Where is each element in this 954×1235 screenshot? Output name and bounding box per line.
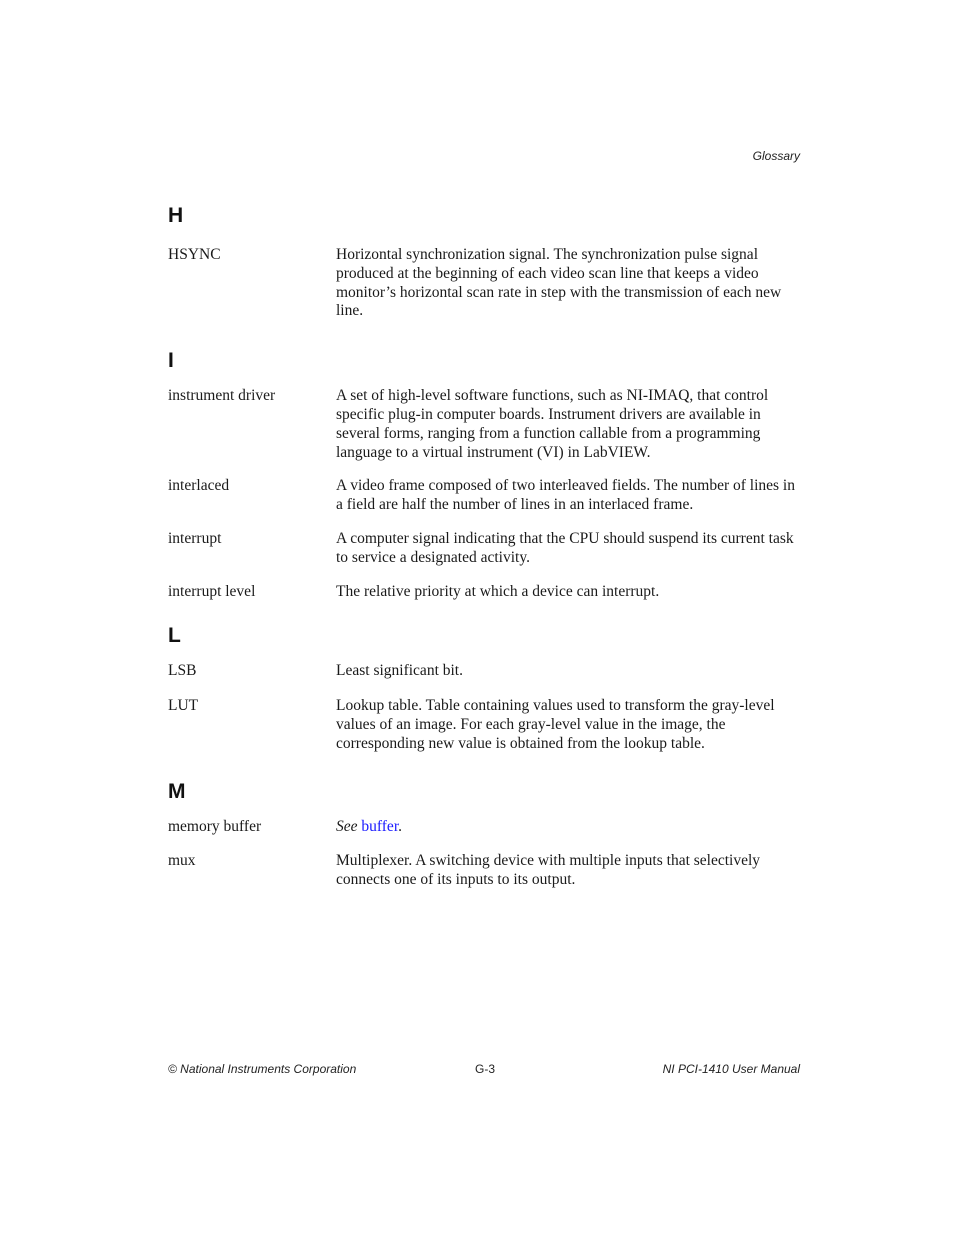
- section-h: [168, 203, 800, 321]
- glossary-entry-interrupt: [168, 530, 800, 568]
- definition: A set of high-level software functions, such as NI-IMAQ, that control specific plug-in computer boards. Instrument drivers are available in several forms, ranging from a function callable from a programming language to a virtual instrument (VI) in LabVIEW.: [336, 387, 769, 461]
- term: interrupt: [168, 529, 222, 547]
- see-suffix: .: [398, 817, 402, 835]
- glossary-entry-hsync: [168, 246, 800, 321]
- term: interlaced: [168, 477, 230, 495]
- definition: Multiplexer. A switching device with multiple inputs that selectively connects one of its inputs to its output.: [336, 852, 761, 889]
- section-letter-h: H: [168, 204, 184, 227]
- term: HSYNC: [168, 246, 221, 263]
- section-letter-l: L: [168, 624, 181, 648]
- section-i: [168, 348, 800, 601]
- term: LSB: [168, 662, 197, 680]
- footer-page-number: G-3: [475, 1062, 496, 1076]
- glossary-entry-instrument-driver: [168, 387, 800, 462]
- term: instrument driver: [168, 387, 276, 405]
- definition: Lookup table. Table containing values used to transform the gray-level values of an image. For each gray-level value in the image, the corresponding new value is obtained from the lookup table.: [336, 697, 775, 752]
- definition: A video frame composed of two interleaved fields. The number of lines in a field are half the number of lines in an interlaced frame.: [336, 477, 795, 514]
- glossary-entry-interlaced: [168, 477, 800, 515]
- section-l: [168, 623, 800, 753]
- term: memory buffer: [168, 817, 262, 835]
- section-m: [168, 779, 800, 890]
- glossary-entry-mux: [168, 852, 800, 890]
- see-prefix: See: [336, 817, 358, 835]
- definition: Horizontal synchronization signal. The synchronization pulse signal produced at the beginning of each video scan line that keeps a video monitor’s horizontal scan rate in step with the transmission of each new line.: [336, 246, 782, 320]
- glossary-entry-lut: [168, 697, 800, 753]
- footer-copyright: © National Instruments Corporation: [168, 1062, 357, 1076]
- term: mux: [168, 852, 196, 870]
- footer-manual-title: NI PCI-1410 User Manual: [662, 1062, 800, 1076]
- running-header: Glossary: [752, 149, 800, 163]
- definition: [336, 818, 800, 837]
- definition: A computer signal indicating that the CPU should suspend its current task to service a designated activity.: [336, 529, 794, 566]
- glossary-entry-interrupt-level: [168, 583, 800, 602]
- term: interrupt level: [168, 582, 256, 600]
- section-letter-m: M: [168, 779, 186, 803]
- definition: Least significant bit.: [336, 662, 463, 680]
- glossary-entry-lsb: [168, 662, 800, 681]
- glossary-content: [168, 203, 800, 890]
- section-letter-i: I: [168, 349, 174, 373]
- term: LUT: [168, 697, 199, 715]
- buffer-link[interactable]: buffer: [361, 817, 399, 835]
- definition: The relative priority at which a device can interrupt.: [336, 582, 660, 600]
- glossary-entry-memory-buffer: [168, 818, 800, 837]
